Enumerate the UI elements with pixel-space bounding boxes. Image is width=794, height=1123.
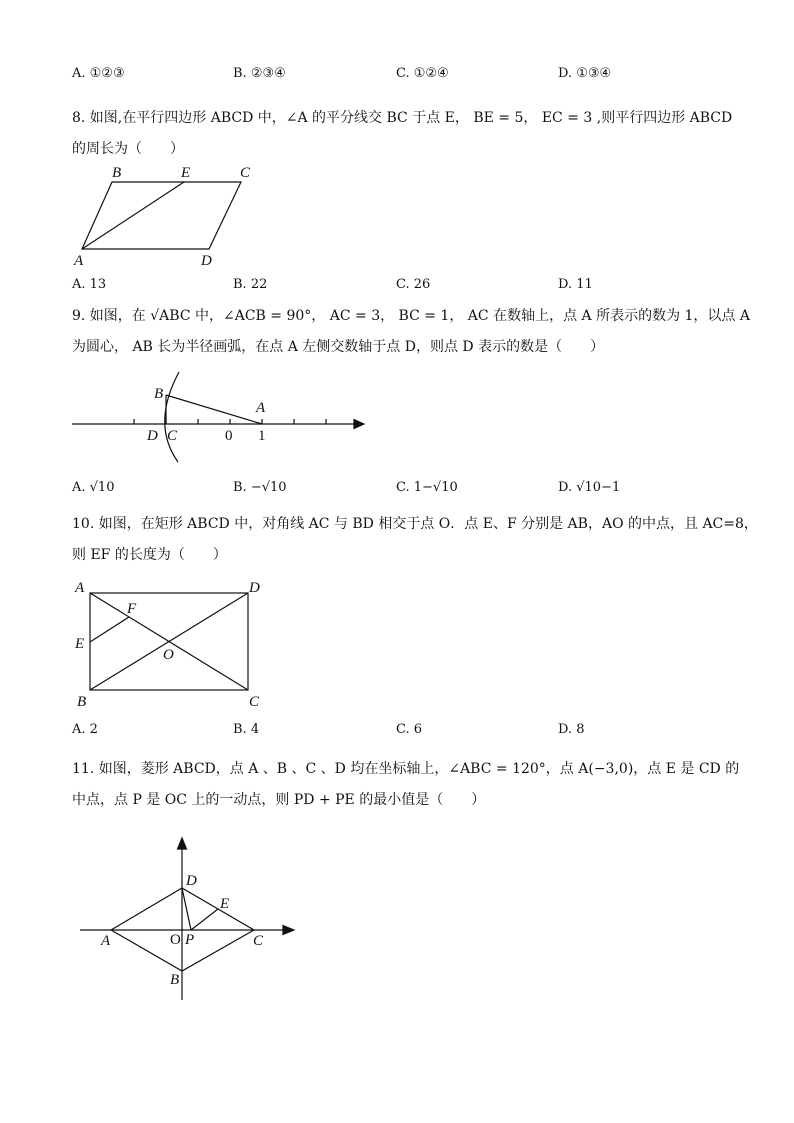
q11-label-b: B — [170, 972, 180, 988]
q10-stem-line1: 10. 如图，在矩形 ABCD 中，对角线 AC 与 BD 相交于点 O．点 E、F 分别是 AB，AO 的中点，且 AC=8， — [72, 516, 758, 532]
q7-option-c: C. ①②④ — [396, 66, 449, 81]
q10-stem-line2: 则 EF 的长度为（ ） — [72, 547, 227, 563]
q10-label-e: E — [75, 636, 85, 652]
q9-label-one: 1 — [258, 428, 266, 444]
q8-label-d: D — [201, 253, 212, 269]
q9-label-a: A — [256, 400, 266, 416]
q11-segment-pd — [182, 888, 191, 930]
q10-label-c: C — [249, 694, 260, 710]
q11-segment-pe — [191, 909, 218, 930]
q7-option-a: A. ①②③ — [72, 66, 125, 81]
q10-label-a: A — [75, 580, 85, 596]
q7-option-d: D. ①③④ — [558, 66, 612, 81]
q10-option-a: A. 2 — [72, 722, 98, 737]
q9-option-b: B. −√10 — [233, 480, 287, 495]
q11-label-c: C — [253, 933, 264, 949]
q10-label-d: D — [249, 580, 260, 596]
q10-label-f: F — [127, 601, 137, 617]
q8-stem-line2: 的周长为（ ） — [72, 141, 184, 157]
q8-option-d: D. 11 — [558, 277, 593, 292]
q8-option-a: A. 13 — [72, 277, 107, 292]
q9-label-b: B — [154, 386, 164, 402]
q11-label-p: P — [185, 932, 195, 948]
q11-label-a: A — [101, 933, 111, 949]
q11-label-d: D — [186, 873, 197, 889]
q9-option-c: C. 1−√10 — [396, 480, 458, 495]
q9-stem-line1: 9. 如图，在 √ABC 中，∠ACB = 90°， AC = 3， BC = 1， AC 在数轴上，点 A 所表示的数为 1，以点 A — [72, 308, 750, 324]
q10-label-o: O — [163, 647, 174, 663]
q11-stem-line1: 11. 如图，菱形 ABCD，点 A 、B 、C 、D 均在坐标轴上，∠ABC = 120°，点 A(−3,0)，点 E 是 CD 的 — [72, 761, 740, 777]
q9-option-a: A. √10 — [72, 480, 115, 495]
q11-x-axis-arrowhead — [283, 926, 294, 935]
q9-label-d: D — [147, 428, 158, 444]
q8-option-c: C. 26 — [396, 277, 431, 292]
q7-option-b: B. ②③④ — [233, 66, 286, 81]
q10-option-c: C. 6 — [396, 722, 423, 737]
q8-label-a: A — [74, 253, 84, 269]
q11-label-o: O — [170, 932, 181, 948]
q8-label-b: B — [112, 165, 122, 181]
q9-label-c: C — [167, 428, 178, 444]
q10-option-d: D. 8 — [558, 722, 585, 737]
q9-label-zero: 0 — [225, 428, 233, 444]
q9-option-d: D. √10−1 — [558, 480, 621, 495]
q8-option-b: B. 22 — [233, 277, 268, 292]
q8-label-e: E — [181, 165, 191, 181]
q11-label-e: E — [220, 896, 230, 912]
q9-stem-line2: 为圆心， AB 长为半径画弧，在点 A 左侧交数轴于点 D，则点 D 表示的数是（ ） — [72, 339, 605, 355]
q8-stem-line1: 8. 如图,在平行四边形 ABCD 中，∠A 的平分线交 BC 于点 E， BE = 5， EC = 3 ,则平行四边形 ABCD — [72, 110, 733, 126]
q10-label-b: B — [77, 694, 87, 710]
q11-stem-line2: 中点，点 P 是 OC 上的一动点，则 PD + PE 的最小值是（ ） — [72, 792, 486, 808]
q10-option-b: B. 4 — [233, 722, 260, 737]
q11-y-axis-arrowhead — [178, 838, 187, 849]
q8-label-c: C — [240, 165, 251, 181]
